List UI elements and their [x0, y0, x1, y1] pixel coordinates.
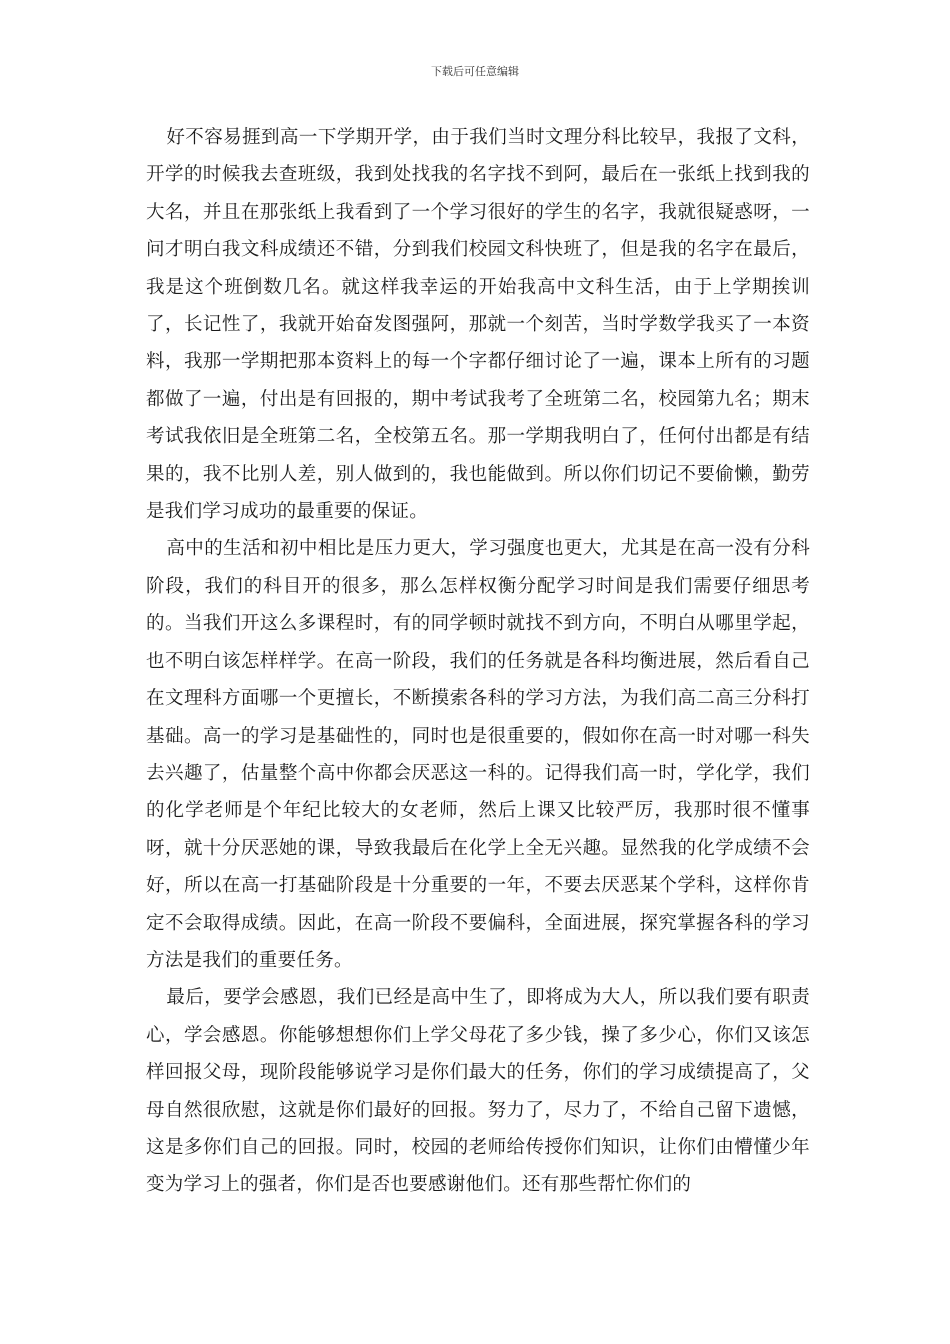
paragraph-2: 高中的生活和初中相比是压力更大，学习强度也更大，尤其是在高一没有分科阶段，我们的科目开的很多，那么怎样权衡分配学习时间是我们需要仔细思考的。当我们开这么多课程时，有的同学顿时就找不到方向，不明白从哪里学起，也不明白该怎样样学。在高一阶段，我们的任务就是各科均衡进展，然后看自己在文理科方面哪一个更擅长，不断摸索各科的学习方法，为我们高二高三分科打基础。高一的学习是基础性的，同时也是很重要的，假如你在高一时对哪一科失去兴趣了，估量整个高中你都会厌恶这一科的。记得我们高一时，学化学，我们的化学老师是个年纪比较大的女老师，然后上课又比较严厉，我那时很不懂事呀，就十分厌恶她的课，导致我最后在化学上全无兴趣。显然我的化学成绩不会好，所以在高一打基础阶段是十分重要的一年，不要去厌恶某个学科，这样你肯定不会取得成绩。因此，在高一阶段不要偏科，全面进展，探究掌握各科的学习方法是我们的重要任务。 — [146, 538, 810, 971]
paragraph-1: 好不容易捱到高一下学期开学，由于我们当时文理分科比较早，我报了文科，开学的时候我去查班级，我到处找我的名字找不到阿，最后在一张纸上找到我的大名，并且在那张纸上我看到了一个学习很好的学生的名字，我就很疑惑呀，一问才明白我文科成绩还不错，分到我们校园文科快班了，但是我的名字在最后，我是这个班倒数几名。就这样我幸运的开始我高中文科生活，由于上学期挨训了，长记性了，我就开始奋发图强阿，那就一个刻苦，当时学数学我买了一本资料，我那一学期把那本资料上的每一个字都仔细讨论了一遍，课本上所有的习题都做了一遍，付出是有回报的，期中考试我考了全班第二名，校园第九名；期末考试我依旧是全班第二名，全校第五名。那一学期我明白了，任何付出都是有结果的，我不比别人差，别人做到的，我也能做到。所以你们切记不要偷懒，勤劳是我们学习成功的最重要的保证。 — [146, 127, 810, 523]
page-header-note: 下载后可任意编辑 — [431, 65, 519, 78]
paragraph-3: 最后，要学会感恩，我们已经是高中生了，即将成为大人，所以我们要有职责心，学会感恩。你能够想想你们上学父母花了多少钱，操了多少心，你们又该怎样回报父母，现阶段能够说学习是你们最大的任务，你们的学习成绩提高了，父母自然很欣慰，这就是你们最好的回报。努力了，尽力了，不给自己留下遗憾，这是多你们自己的回报。同时，校园的老师给传授你们知识，让你们由懵懂少年变为学习上的强者，你们是否也要感谢他们。还有那些帮忙你们的 — [146, 987, 810, 1196]
document-body — [146, 119, 810, 1204]
